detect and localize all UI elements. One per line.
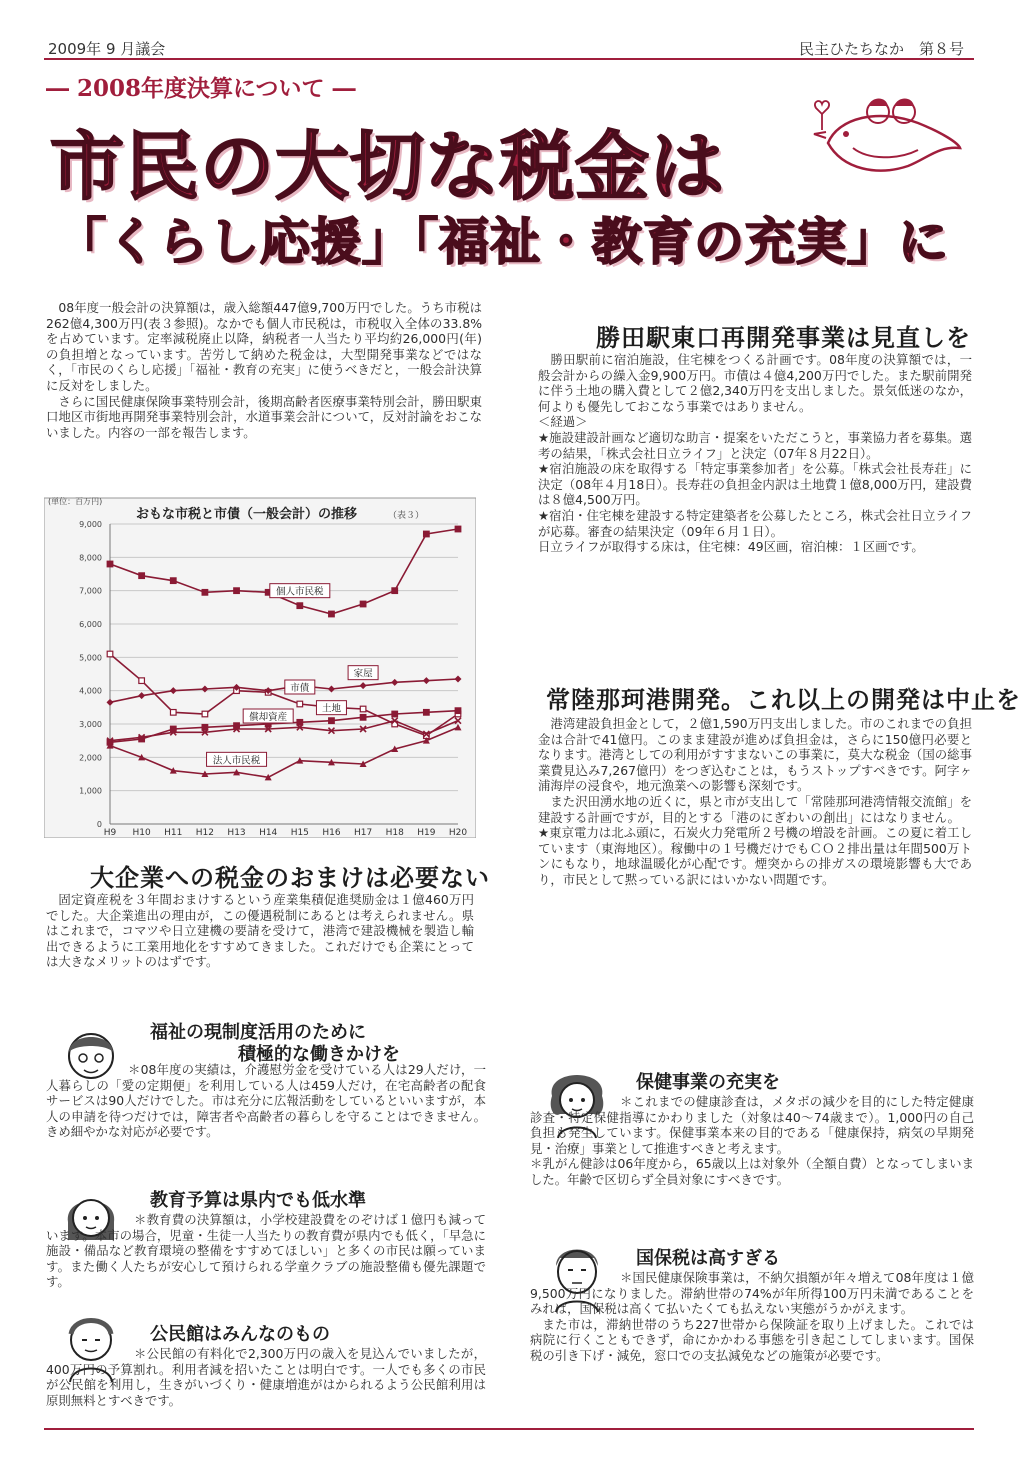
health-body-1: ＊これまでの健康診査は，メタボの減少を目的にした特定健康診査・特定保健指導にかわりました（対象は40〜74歳まで）。1,000円の自己負担も発生しています。保健事業本来の目的である「健康保持，病気の早期発見・治療」事業として推進すべきと考えます。 bbox=[530, 1094, 974, 1156]
chart-xtick-label: H15 bbox=[290, 828, 309, 838]
chart-point bbox=[455, 708, 461, 714]
welfare-title-1: 福祉の現制度活用のために bbox=[150, 1022, 366, 1043]
education-body: ＊教育費の決算額は，小学校建設費をのぞけば１億円も減っています。本市の場合，児童・生徒一人当たりの教育費が県内でも低く，「早急に施設・備品など教育環境の整備をすすめてほしい」と多くの市民は願っています。また働く人たちが安心して預けられる学童クラブの施設整備も優先課題です。 bbox=[46, 1212, 486, 1290]
issue-date: 2009年 9 月議会 bbox=[48, 40, 166, 58]
chart-xtick-label: H20 bbox=[448, 828, 468, 838]
chart-point bbox=[360, 601, 366, 607]
education-title: 教育予算は県内でも低水準 bbox=[150, 1190, 366, 1211]
katsuta-tail: 日立ライフが取得する床は，住宅棟：49区画，宿泊棟：１区画です。 bbox=[538, 539, 924, 555]
welfare-title-2: 積極的な働きかけを bbox=[238, 1044, 400, 1065]
tax-bonus-title: 大企業への税金のおまけは必要ない bbox=[90, 864, 490, 892]
chart-point bbox=[202, 711, 208, 717]
kokuho-text bbox=[530, 1270, 974, 1364]
education-text bbox=[46, 1212, 486, 1290]
chart-point bbox=[392, 588, 398, 594]
chart-point bbox=[329, 718, 335, 724]
intro-text bbox=[46, 300, 482, 440]
health-body-2: ＊乳がん健診は06年度から，65歳以上は対象外（全額自費）となってしまいました。年齢で区切らず全員対象にすべきです。 bbox=[530, 1156, 974, 1187]
port-paragraph-3: ★東京電力は北ふ頭に，石炭火力発電所２号機の増設を計画。この夏に着工しています（東海地区）。稼働中の１号機だけでもＣＯ２排出量は年間500万トンにもなり，地球温暖化が心配です。煙突からの排ガスの環境影響も大であり，市民として黙っている訳にはいかない問題です。 bbox=[538, 825, 972, 887]
chart-point bbox=[360, 706, 366, 712]
chart-point bbox=[202, 590, 208, 596]
chart-table-label: （表３） bbox=[388, 511, 425, 521]
chart-point bbox=[107, 651, 113, 657]
newsletter-name: 民主ひたちなか 第８号 bbox=[798, 40, 964, 58]
port-title: 常陸那珂港開発。これ以上の開発は中止を bbox=[546, 686, 1021, 714]
chart-xtick-label: H18 bbox=[385, 828, 404, 838]
tax-bonus-body: 固定資産税を３年間おまけするという産業集積促進奨励金は１億460万円でした。大企業進出の理由が，この優遇税制にあるとは考えられません。県はこれまで，コマツや日立建機の要請を受けて，港湾で建設機械を製造し輸出できるように工業用地化をすすめてきました。これだけでも企業にとっては大きなメリットのはずです。 bbox=[46, 892, 474, 970]
chart-point bbox=[234, 588, 240, 594]
tax-bonus-text bbox=[46, 892, 474, 970]
health-text bbox=[530, 1094, 974, 1188]
chart-series-label: 市債 bbox=[290, 683, 310, 694]
katsuta-keika: ＜経過＞ bbox=[538, 414, 588, 430]
welfare-text bbox=[46, 1062, 486, 1140]
headline-line2: 「くらし応援」「福祉・教育の充実」に bbox=[56, 212, 949, 271]
chart-point bbox=[424, 531, 430, 537]
kokuho-body-2: また市は，滞納世帯のうち227世帯から保険証を取り上げました。これでは病院に行くこともできず，命にかかわる事態を引き起こしてしまいます。国保税の引き下げ・減免，窓口での支払減免などの施策が必要です。 bbox=[530, 1316, 974, 1363]
chart-series-label: 個人市民税 bbox=[276, 586, 324, 598]
kominkan-text bbox=[46, 1346, 486, 1408]
chart-point bbox=[392, 711, 398, 717]
chart-xtick-label: H12 bbox=[195, 828, 215, 838]
chart-ytick-label: 8,000 bbox=[79, 553, 102, 563]
kokuho-title: 国保税は高すぎる bbox=[636, 1248, 780, 1269]
headline-line1: 市民の大切な税金は bbox=[50, 124, 725, 210]
chart-point bbox=[107, 561, 113, 567]
bird-mascot-icon bbox=[808, 88, 968, 188]
chart-ytick-label: 5,000 bbox=[79, 653, 102, 663]
chart-ytick-label: 2,000 bbox=[79, 753, 102, 763]
chart-xtick-label: H16 bbox=[322, 828, 341, 838]
katsuta-item-2: ★宿泊施設の床を取得する「特定事業参加者」を公募。「株式会社長寿荘」に決定（08年４月18日）。長寿荘の負担金内訳は土地費１億8,000万円，建設費は８億4,500万円。 bbox=[538, 461, 972, 508]
chart-point bbox=[360, 715, 366, 721]
chart-point bbox=[297, 603, 303, 609]
kokuho-body-1: ＊国民健康保険事業は，不納欠損額が年々増えて08年度は１億9,500万円になりました。滞納世帯の74%が年所得100万円未満であることをみれば，国保税は高くて払いたくても払えない実態がうかがえます。 bbox=[530, 1270, 974, 1317]
katsuta-item-3: ★宿泊・住宅棟を建設する特定建築者を公募したところ，株式会社日立ライフが応募。審査の結果決定（09年６月１日）。 bbox=[538, 507, 972, 539]
chart-ytick-label: 7,000 bbox=[79, 586, 102, 596]
port-text bbox=[538, 716, 972, 888]
port-paragraph-2: また沢田湧水地の近くに，県と市が支出して「常陸那珂港湾情報交流館」を建設する計画ですが，目的とする「港のにぎわいの創出」にはなりません。 bbox=[538, 793, 972, 825]
chart-xtick-label: H17 bbox=[353, 828, 373, 838]
chart-series-label: 家屋 bbox=[353, 668, 373, 680]
chart-xtick-label: H11 bbox=[164, 828, 183, 838]
chart-point bbox=[139, 678, 145, 684]
chart-ytick-label: 9,000 bbox=[79, 520, 102, 529]
chart-point bbox=[424, 710, 430, 716]
chart-point bbox=[139, 573, 145, 579]
chart-series-label: 土地 bbox=[321, 703, 341, 715]
port-paragraph-1: 港湾建設負担金として，２億1,590万円支出しました。市のこれまでの負担金は合計で41億円。このまま建設が進めば負担金は，さらに150億円必要となります。港湾としての利用がすすまないこの事業に，莫大な税金（国の総事業費見込み7,267億円）をつぎ込むことは，もうストップすべきです。阿字ヶ浦海岸の浸食や，地元漁業への影響も深刻です。 bbox=[538, 716, 972, 794]
kominkan-body: ＊公民館の有料化で2,300万円の歳入を見込んでいましたが，400万円の予算割れ。利用者減を招いたことは明白です。一人でも多くの市民が公民館を利用し，生きがいづくり・健康増進がはかられるよう公民館利用は原則無料とすべきです。 bbox=[46, 1346, 486, 1408]
chart-ytick-label: 1,000 bbox=[79, 786, 102, 796]
intro-paragraph-2: さらに国民健康保険事業特別会計，後期高齢者医療事業特別会計，勝田駅東口地区市街地再開発事業特別会計，水道事業会計について，反対討論をおこないました。内容の一部を報告します。 bbox=[46, 393, 482, 440]
chart-xtick-label: H9 bbox=[103, 828, 117, 838]
welfare-body: ＊08年度の実績は，介護慰労金を受けている人は29人だけ，一人暮らしの「愛の定期便」を利用している人は459人だけ，在宅高齢者の配食サービスは90人だけでした。市は充分に広報活動をしているといいますが，本人の申請を待つだけでは，障害者や高齢者の暮らしを守ることはできません。きめ細やかな対応が必要です。 bbox=[46, 1062, 486, 1140]
health-title: 保健事業の充実を bbox=[636, 1072, 780, 1093]
footer-rule bbox=[44, 1428, 974, 1430]
chart-point bbox=[297, 701, 303, 707]
chart-ytick-label: 0 bbox=[96, 820, 102, 829]
page-subtitle: ― 2008年度決算について ― bbox=[46, 75, 356, 102]
katsuta-text bbox=[538, 352, 972, 555]
chart-ytick-label: 4,000 bbox=[79, 686, 102, 696]
chart-xtick-label: H13 bbox=[227, 828, 246, 838]
chart-point bbox=[170, 710, 176, 716]
kominkan-title: 公民館はみんなのもの bbox=[150, 1324, 330, 1345]
chart-frame bbox=[44, 498, 476, 838]
chart-xtick-label: H19 bbox=[417, 828, 436, 838]
katsuta-paragraph: 勝田駅前に宿泊施設，住宅棟をつくる計画です。08年度の決算額では，一般会計からの繰入金9,900万円。市債は４億4,200万円でした。また駅前開発に伴う土地の購入費として２億2,340万円を支出しました。景気低迷のなか，何よりも優先しておこなう事業ではありません。 bbox=[538, 352, 972, 414]
chart-ytick-label: 6,000 bbox=[79, 620, 102, 629]
chart-xtick-label: H14 bbox=[259, 828, 278, 838]
chart-ytick-label: 3,000 bbox=[79, 720, 102, 729]
tax-trend-chart bbox=[44, 492, 476, 838]
katsuta-item-1: ★施設建設計画など適切な助言・提案をいただこうと，事業協力者を募集。選考の結果，「株式会社日立ライフ」と決定（07年８月22日）。 bbox=[538, 429, 972, 461]
chart-series-label: 償却資産 bbox=[249, 712, 288, 723]
chart-container bbox=[44, 492, 476, 838]
chart-title: おもな市税と市債（一般会計）の推移 bbox=[136, 507, 358, 522]
header-rule bbox=[44, 58, 974, 60]
chart-point bbox=[329, 611, 335, 617]
chart-series-label: 法人市民税 bbox=[212, 755, 261, 767]
chart-point bbox=[455, 526, 461, 532]
chart-unit-label: (単位：百万円) bbox=[48, 497, 103, 506]
intro-paragraph-1: 08年度一般会計の決算額は，歳入総額447億9,700万円でした。うち市税は262億4,300万円(表３参照)。なかでも個人市民税は，市税収入全体の33.8%を占めています。定率減税廃止以降，納税者一人当たり平均約26,000円(年)の負担増となっています。苦労して納めた税金は，大型開発事業などではなく，「市民のくらし応援」「福祉・教育の充実」に使うべきだと，一般会計決算に反対をしました。 bbox=[46, 300, 482, 393]
chart-point bbox=[170, 578, 176, 584]
katsuta-title: 勝田駅東口再開発事業は見直しを bbox=[596, 324, 971, 352]
chart-xtick-label: H10 bbox=[132, 828, 151, 838]
